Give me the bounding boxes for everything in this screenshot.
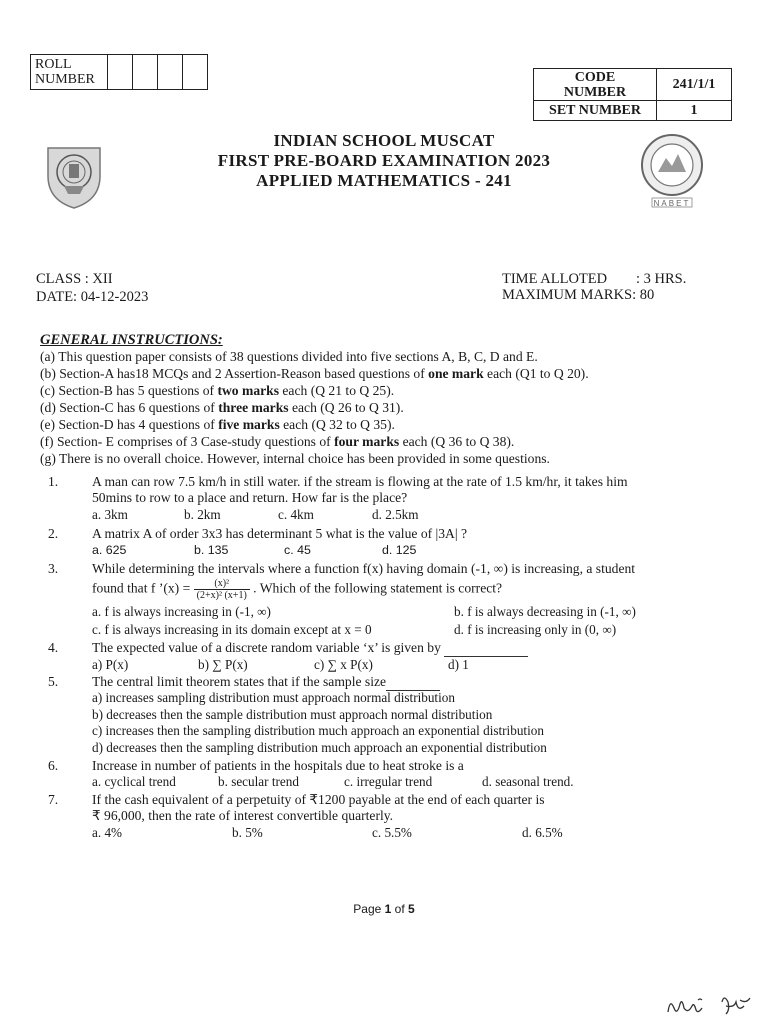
question-number: 1.: [48, 474, 59, 489]
q6-option-b: b. secular trend: [218, 774, 299, 789]
q2-option-d: d. 125: [382, 543, 417, 557]
question-3-text-cont: found that f ’(x) = $\frac{\text{(x)²}}{\text{(2+x)² (x+1)}}$ . Which of the following statement is correct?: [92, 578, 503, 601]
q1-option-a: a. 3km: [92, 507, 128, 522]
q6-option-c: c. irregular trend: [344, 774, 433, 789]
roll-digit-cell[interactable]: [133, 55, 158, 90]
instruction-c: (c) Section-B has 5 questions of two marks each (Q 21 to Q 25).: [40, 383, 395, 398]
q5-option-d: d) decreases then the sampling distribution much approach an exponential distribution: [92, 740, 547, 755]
q2-option-b: b. 135: [194, 543, 229, 557]
q7-option-d: d. 6.5%: [522, 825, 563, 840]
instructions-title: GENERAL INSTRUCTIONS:: [40, 332, 223, 348]
q1-option-b: b. 2km: [184, 507, 221, 522]
question-number: 2.: [48, 526, 59, 541]
q3-option-b: b. f is always decreasing in (-1, ∞): [454, 604, 636, 619]
set-number-label: SET NUMBER: [534, 101, 657, 121]
roll-number-label: ROLL NUMBER: [31, 55, 108, 90]
time-allotted-value: : 3 HRS.: [636, 271, 687, 287]
q3-option-c: c. f is always increasing in its domain except at x = 0: [92, 622, 372, 637]
question-number: 7.: [48, 792, 59, 807]
nabet-logo-text: NABET: [653, 199, 691, 208]
handwritten-signature: [664, 990, 760, 1020]
question-number: 3.: [48, 561, 59, 576]
question-2-text: A matrix A of order 3x3 has determinant 5 what is the value of |3A| ?: [92, 526, 468, 541]
question-1-text: A man can row 7.5 km/h in still water. if the stream is flowing at the rate of 1.5 km/hr, it takes him: [92, 474, 628, 489]
question-7-text-cont: ₹ 96,000, then the rate of interest convertible quarterly.: [92, 808, 394, 823]
q7-option-b: b. 5%: [232, 825, 263, 840]
q7-option-a: a. 4%: [92, 825, 123, 840]
question-1-text-cont: 50mins to row to a place and return. How far is the place?: [92, 490, 408, 505]
set-number-value: 1: [657, 101, 732, 121]
question-7-text: If the cash equivalent of a perpetuity of ₹1200 payable at the end of each quarter is: [92, 792, 545, 807]
q3-option-d: d. f is increasing only in (0, ∞): [454, 622, 617, 637]
q2-option-c: c. 45: [284, 543, 311, 557]
exam-title: FIRST PRE-BOARD EXAMINATION 2023: [217, 151, 551, 170]
instruction-f: (f) Section- E comprises of 3 Case-study questions of four marks each (Q 36 to Q 38).: [40, 434, 515, 449]
class-label: CLASS : XII: [36, 271, 113, 287]
roll-digit-cell[interactable]: [158, 55, 183, 90]
q5-option-c: c) increases then the sampling distribution much approach an exponential distribution: [92, 723, 544, 738]
q7-option-c: c. 5.5%: [372, 825, 412, 840]
q4-option-d: d) 1: [448, 657, 469, 672]
roll-digit-cell[interactable]: [183, 55, 208, 90]
question-number: 6.: [48, 758, 59, 773]
maximum-marks: MAXIMUM MARKS: 80: [502, 287, 655, 303]
derivative-fraction: $\frac{\text{(x)²}}{\text{(2+x)² (x+1)}}$: [194, 578, 250, 601]
q5-option-b: b) decreases then the sample distribution must approach normal distribution: [92, 707, 493, 722]
subject-title: APPLIED MATHEMATICS - 241: [256, 171, 512, 190]
code-number-box: [533, 68, 732, 121]
instruction-e: (e) Section-D has 4 questions of five marks each (Q 32 to Q 35).: [40, 417, 395, 432]
roll-digit-cell[interactable]: [108, 55, 133, 90]
q2-option-a: a. 625: [92, 543, 127, 557]
code-number-label: CODE NUMBER: [534, 69, 657, 101]
q6-option-a: a. cyclical trend: [92, 774, 176, 789]
instruction-d: (d) Section-C has 6 questions of three marks each (Q 26 to Q 31).: [40, 400, 404, 415]
question-5-text: The central limit theorem states that if the sample size: [92, 674, 440, 691]
q1-option-c: c. 4km: [278, 507, 314, 522]
q1-option-d: d. 2.5km: [372, 507, 419, 522]
q4-option-b: b) ∑ P(x): [198, 657, 248, 672]
code-number-value: 241/1/1: [657, 69, 732, 101]
question-number: 4.: [48, 640, 59, 655]
question-4-text: The expected value of a discrete random variable ‘x’ is given by: [92, 640, 528, 657]
school-name: INDIAN SCHOOL MUSCAT: [273, 131, 495, 150]
exam-date: DATE: 04-12-2023: [36, 289, 149, 305]
q4-option-c: c) ∑ x P(x): [314, 657, 373, 672]
page-number: Page 1 of 5: [353, 902, 415, 916]
roll-number-box: [30, 54, 208, 90]
instruction-b: (b) Section-A has18 MCQs and 2 Assertion-Reason based questions of one mark each (Q1 to Q 20).: [40, 366, 589, 381]
answer-blank: [386, 674, 440, 691]
q4-option-a: a) P(x): [92, 657, 129, 672]
question-number: 5.: [48, 674, 59, 689]
answer-blank: [444, 640, 528, 657]
question-3-text: While determining the intervals where a function f(x) having domain (-1, ∞) is increasing, a student: [92, 561, 636, 576]
q3-option-a: a. f is always increasing in (-1, ∞): [92, 604, 271, 619]
q6-option-d: d. seasonal trend.: [482, 774, 574, 789]
instruction-g: (g) There is no overall choice. However, internal choice has been provided in some questions.: [40, 451, 550, 466]
time-allotted-label: TIME ALLOTED: [502, 271, 608, 287]
q5-option-a: a) increases sampling distribution must approach normal distribution: [92, 690, 455, 705]
instruction-a: (a) This question paper consists of 38 questions divided into five sections A, B, C, D and E.: [40, 349, 538, 364]
question-6-text: Increase in number of patients in the hospitals due to heat stroke is a: [92, 758, 464, 773]
